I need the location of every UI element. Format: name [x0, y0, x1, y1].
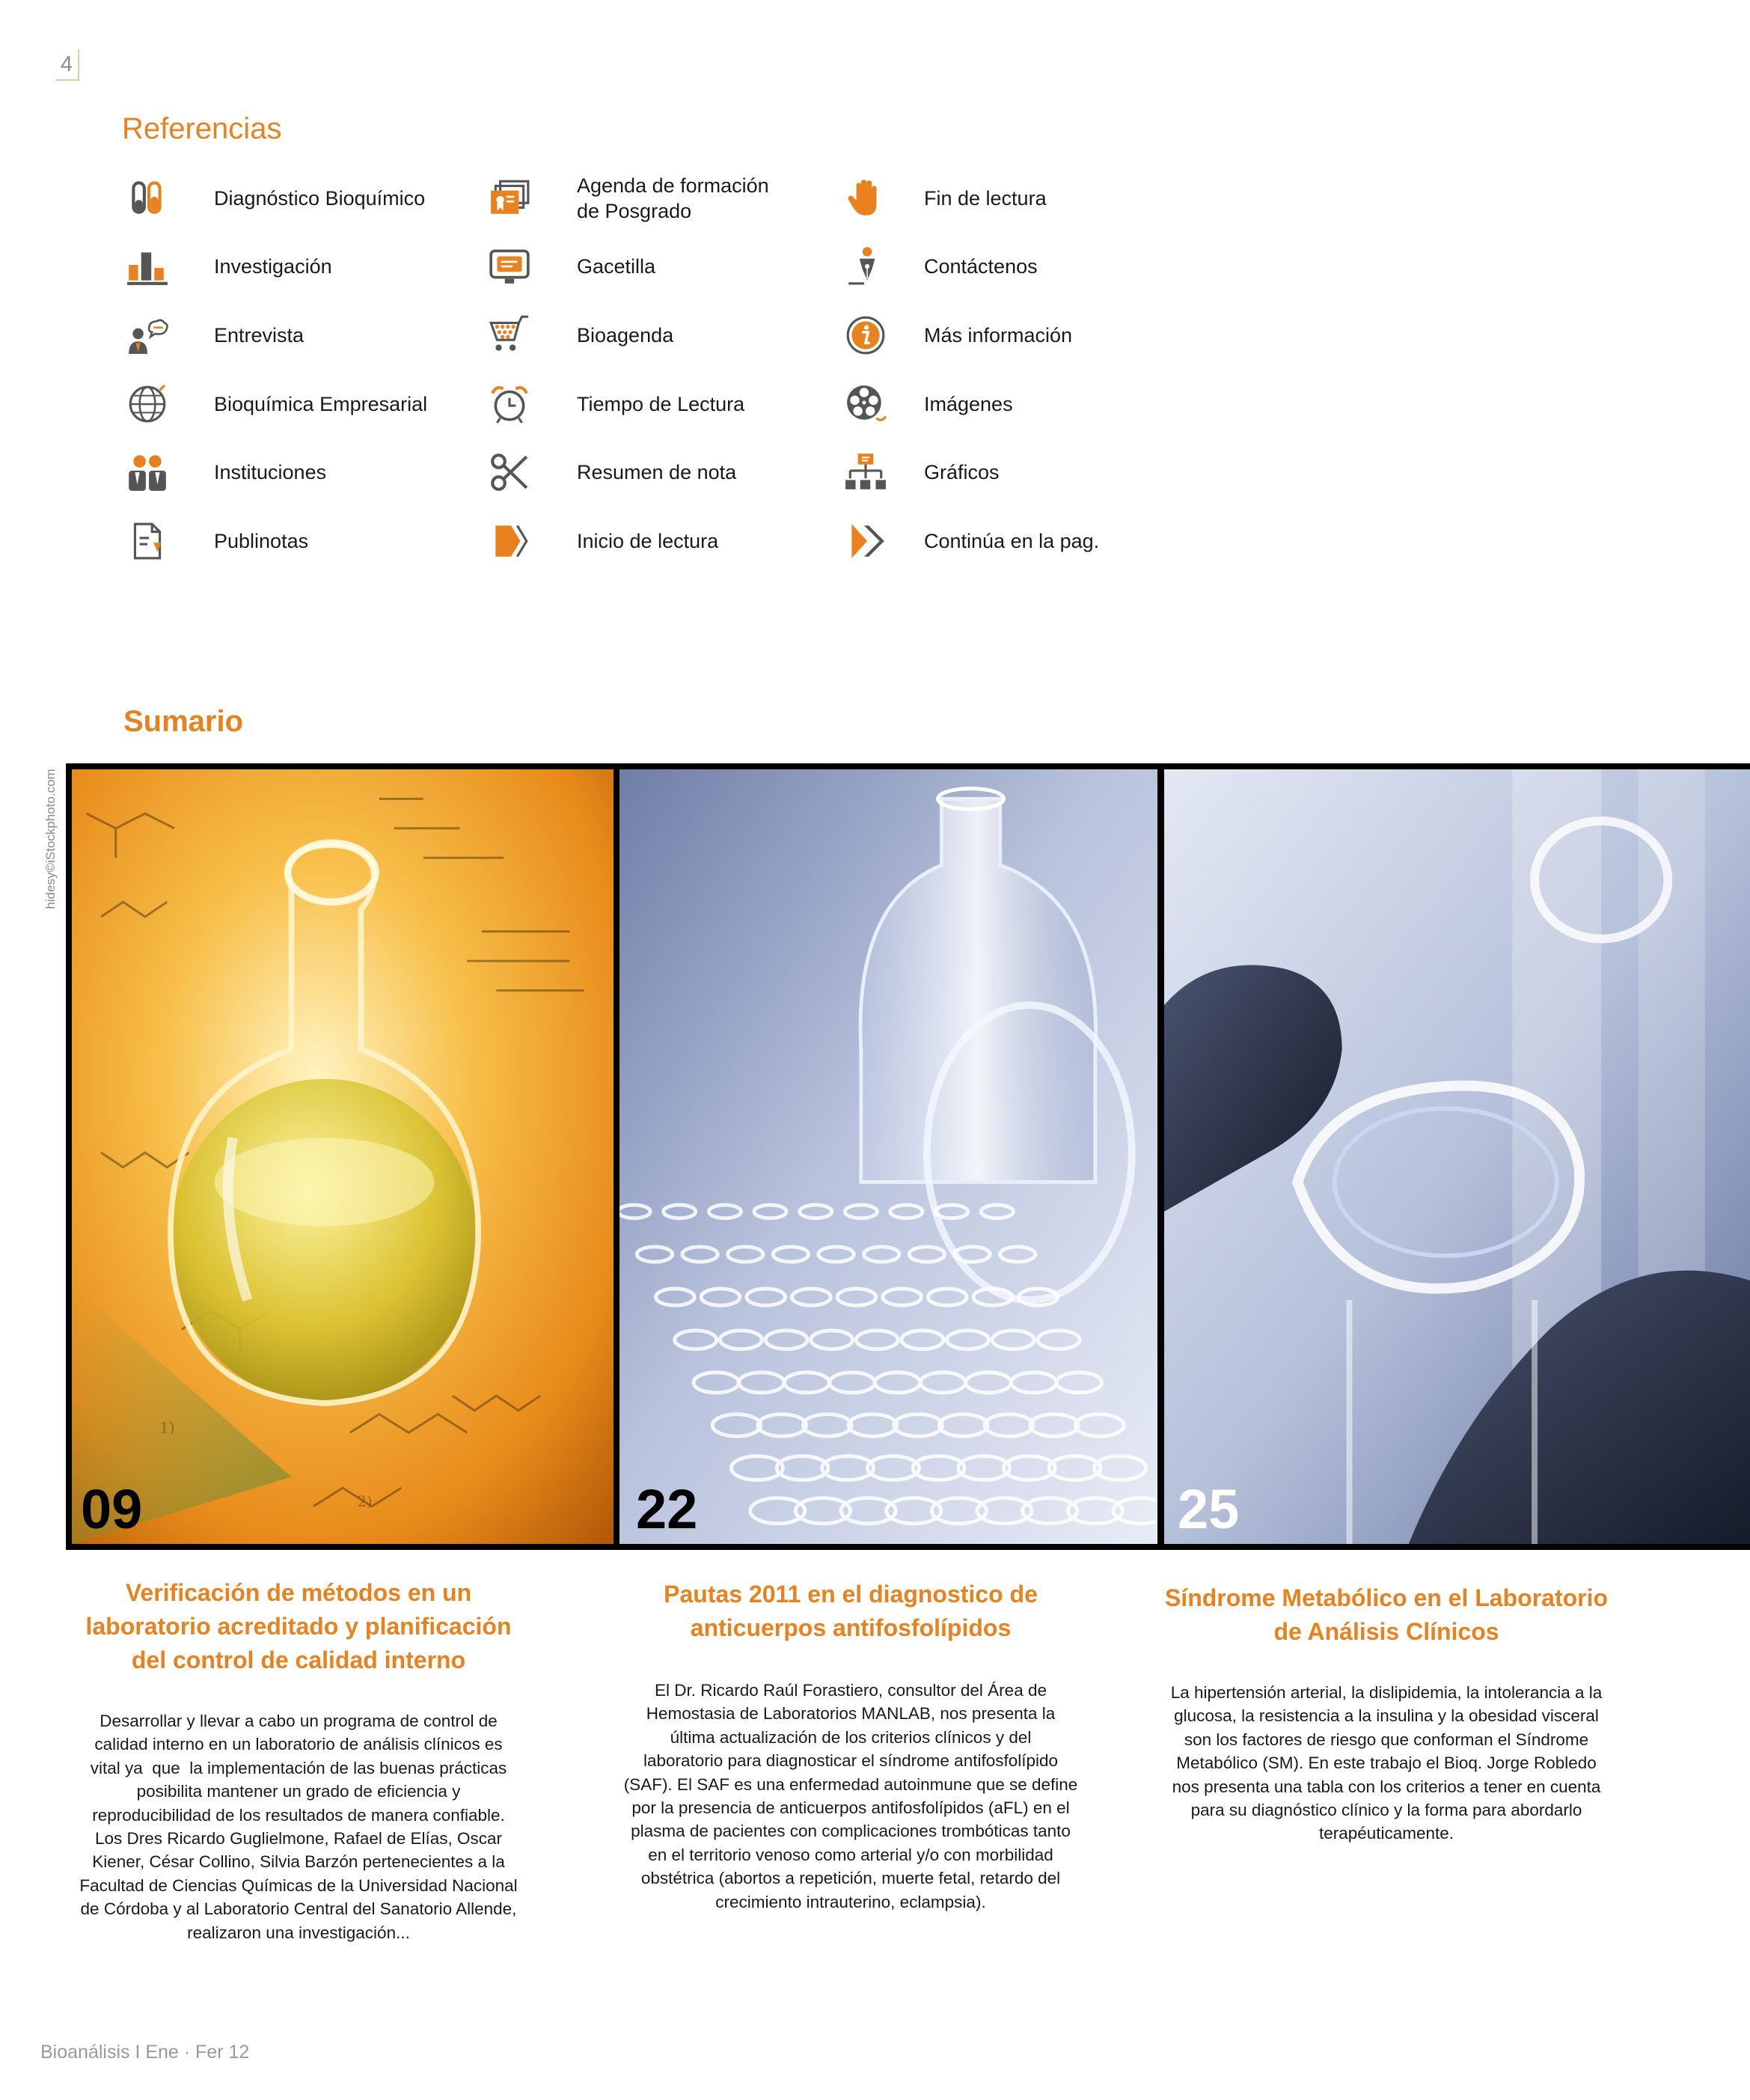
- text-line: calidad interno en un laboratorio de análisis clínicos es: [94, 1735, 503, 1754]
- text-line: Desarrollar y llevar a cabo un programa de control de: [100, 1712, 498, 1730]
- text-line: Síndrome Metabólico en el Laboratorio: [1164, 1584, 1609, 1611]
- ref-item-bioquimica-empresarial: [126, 370, 427, 439]
- monitor-icon: [488, 245, 577, 288]
- text-line: laboratorio acreditado y planificación: [85, 1613, 512, 1640]
- ref-item-publinotas: [126, 507, 427, 576]
- sumario-title: Sumario: [123, 705, 244, 738]
- text-line: de Análisis Clínicos: [1273, 1618, 1499, 1645]
- text-line: en el territorio venoso como arterial y/o con morbilidad: [648, 1845, 1053, 1864]
- ref-item-graficos: [844, 438, 1099, 507]
- ref-item-imagenes: [844, 370, 1099, 439]
- info-icon: [844, 314, 924, 357]
- org-chart-icon: [844, 451, 924, 494]
- referencias-column-1: [126, 164, 427, 576]
- referencias-title: Referencias: [122, 112, 282, 145]
- text-line: Los Dres Ricardo Guglielmone, Rafael de Elías, Oscar: [95, 1829, 502, 1849]
- double-chevron-icon: [844, 519, 924, 563]
- ref-label: Imágenes: [924, 392, 1013, 415]
- film-reel-icon: [844, 382, 924, 426]
- text-line: Hemostasia de Laboratorios MANLAB, nos presenta la: [646, 1704, 1056, 1724]
- text-line: realizaron una investigación...: [187, 1923, 410, 1942]
- text-line: son los factores de riesgo que conforman el Síndrome: [1184, 1730, 1589, 1749]
- ref-item-instituciones: [126, 438, 427, 507]
- article-title[interactable]: [1110, 1581, 1663, 1649]
- ref-label: Investigación: [214, 255, 332, 278]
- ref-label: Contáctenos: [924, 255, 1038, 278]
- text-line: nos presenta una tabla con los criterios a tener en cuenta: [1172, 1777, 1601, 1796]
- text-line: anticuerpos antifosfolípidos: [690, 1614, 1012, 1641]
- institutions-icon: [126, 451, 214, 494]
- flask-photo-illustration: [72, 769, 614, 1544]
- text-line: La hipertensión arterial, la dislipidemia, la intolerancia a la: [1170, 1683, 1603, 1702]
- alarm-clock-icon: [488, 382, 577, 426]
- ref-label: Fin de lectura: [924, 186, 1047, 210]
- globe-icon: [126, 382, 214, 426]
- text-line: del control de calidad interno: [131, 1646, 466, 1673]
- article-summary: [1125, 1681, 1648, 1846]
- gloved-hand-photo-illustration: [1164, 769, 1750, 1544]
- text-line: Facultad de Ciencias Químicas de la Universidad Nacional: [79, 1875, 518, 1895]
- article-page-number[interactable]: 25: [1178, 1478, 1240, 1540]
- ref-label: Agenda de formación: [577, 174, 769, 197]
- ref-item-mas-informacion: [844, 301, 1099, 370]
- referencias-column-3: [844, 164, 1099, 576]
- ref-item-entrevista: [126, 301, 427, 370]
- hand-stop-icon: [844, 177, 924, 220]
- photo-credit: hidesy©iStockphoto.com: [43, 769, 58, 909]
- ref-label: Bioagenda: [577, 323, 674, 347]
- article-photo-gloved-hand: [1158, 763, 1750, 1550]
- page-footer: Bioanálisis I Ene · Fer 12: [40, 2042, 250, 2063]
- ref-label: Publinotas: [214, 529, 309, 552]
- test-tubes-photo-illustration: [619, 769, 1157, 1544]
- arrow-tag-icon: [488, 519, 577, 563]
- article-page-number[interactable]: 22: [636, 1478, 698, 1540]
- ref-item-investigacion: [126, 233, 427, 302]
- text-line: de Córdoba y al Laboratorio Central del Sanatorio Allende,: [80, 1899, 517, 1919]
- article-summary: [37, 1709, 560, 1944]
- ref-label-multiline: [577, 173, 769, 224]
- text-line: Verificación de métodos en un: [125, 1579, 472, 1606]
- ref-label: Entrevista: [214, 323, 305, 347]
- document-icon: [126, 519, 214, 563]
- ref-label: Bioquímica Empresarial: [214, 392, 428, 415]
- referencias-column-2: [488, 164, 769, 576]
- article-page-number[interactable]: 09: [81, 1478, 143, 1540]
- bar-chart-icon: [126, 245, 214, 288]
- text-line: vital ya que la implementación de las buenas prácticas: [90, 1758, 507, 1777]
- article-photo-flask: [66, 763, 619, 1550]
- chem-text: 1): [159, 1419, 175, 1437]
- article-title[interactable]: [22, 1576, 575, 1677]
- text-line: plasma de pacientes con complicaciones trombóticas tanto: [631, 1822, 1071, 1841]
- text-line: terapéuticamente.: [1318, 1824, 1454, 1843]
- text-line: Metabólico (SM). En este trabajo el Bioq. Jorge Robledo: [1176, 1753, 1597, 1773]
- text-line: crecimiento intrauterino, eclampsia).: [715, 1892, 986, 1911]
- article-photo-test-tubes: [614, 763, 1163, 1550]
- ref-item-gacetilla: [488, 233, 769, 302]
- test-tubes-icon: [126, 177, 214, 220]
- ref-item-contactenos: [844, 233, 1099, 302]
- ref-item-agenda-posgrado: [488, 164, 769, 233]
- text-line: posibilita mantener un grado de eficiencia y: [136, 1782, 461, 1801]
- article-title[interactable]: [574, 1578, 1128, 1645]
- text-line: laboratorio para diagnosticar el síndrome antifosfolípido: [643, 1751, 1059, 1771]
- ref-label: Inicio de lectura: [577, 529, 719, 552]
- text-line: por la presencia de anticuerpos antifosfolípidos (aFL) en el: [631, 1798, 1070, 1818]
- ref-item-inicio-lectura: [488, 507, 769, 576]
- ref-label: Instituciones: [214, 461, 327, 484]
- certificate-icon: [488, 177, 577, 220]
- ref-item-continua-pag: [844, 507, 1099, 576]
- page-number: 4: [55, 49, 79, 81]
- ref-label: Diagnóstico Bioquímico: [214, 186, 426, 210]
- ref-label: Continúa en la pag.: [924, 529, 1100, 552]
- article-summary: [589, 1679, 1113, 1914]
- ref-label: Gráficos: [924, 461, 1000, 484]
- text-line: El Dr. Ricardo Raúl Forastiero, consultor del Área de: [655, 1681, 1047, 1700]
- text-line: Kiener, César Collino, Silvia Barzón pertenecientes a la: [92, 1852, 505, 1872]
- ref-item-tiempo-lectura: [488, 370, 769, 439]
- ref-label: Resumen de nota: [577, 461, 737, 484]
- text-line: Pautas 2011 en el diagnostico de: [664, 1581, 1038, 1608]
- pen-nib-icon: [844, 245, 924, 288]
- text-line: (SAF). El SAF es una enfermedad autoinmune que se define: [623, 1774, 1078, 1794]
- text-line: glucosa, la resistencia a la insulina y la obesidad visceral: [1174, 1706, 1599, 1726]
- ref-item-bioagenda: [488, 301, 769, 370]
- interview-icon: [126, 314, 214, 357]
- text-line: para su diagnóstico clínico y la forma para abordarlo: [1190, 1801, 1582, 1820]
- ref-item-diagnostico: [126, 164, 427, 233]
- text-line: última actualización de los criterios clínicos y del: [670, 1727, 1032, 1747]
- ref-item-resumen-nota: [488, 438, 769, 507]
- ref-label: Tiempo de Lectura: [577, 392, 745, 415]
- text-line: obstétrica (abortos a repetición, muerte fetal, retardo del: [640, 1869, 1061, 1888]
- scissors-icon: [488, 451, 577, 494]
- ref-item-fin-lectura: [844, 164, 1099, 233]
- ref-label-line2: de Posgrado: [577, 199, 692, 222]
- ref-label: Gacetilla: [577, 255, 656, 278]
- ref-label: Más información: [924, 323, 1073, 347]
- chem-text: 2): [357, 1492, 373, 1510]
- shopping-cart-icon: [488, 314, 577, 357]
- text-line: reproducibilidad de los resultados de manera confiable.: [92, 1805, 505, 1825]
